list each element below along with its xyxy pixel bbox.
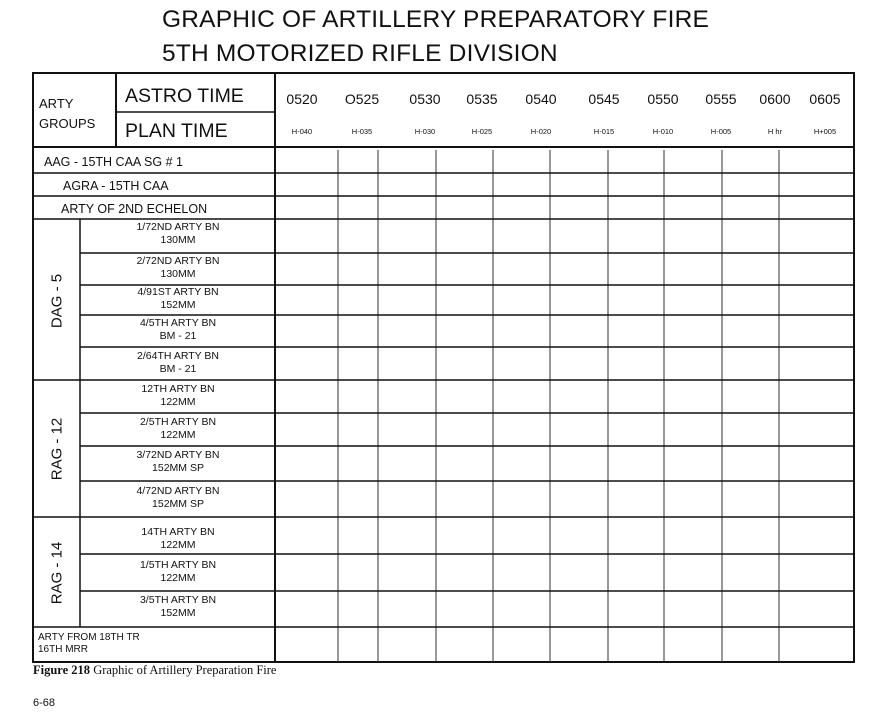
plan-time-cell: H-010 bbox=[652, 127, 674, 136]
astro-time-cell: 0555 bbox=[705, 91, 737, 107]
plan-time-cell: H-040 bbox=[291, 127, 313, 136]
astro-time-cell: O525 bbox=[344, 91, 380, 107]
plan-time-label: PLAN TIME bbox=[125, 120, 228, 142]
page-subtitle: 5TH MOTORIZED RIFLE DIVISION bbox=[162, 40, 558, 67]
plan-time-cell: H-025 bbox=[471, 127, 493, 136]
unit-row: 3/72ND ARTY BN 152MM SP bbox=[136, 449, 220, 474]
unit-row: 2/64TH ARTY BN BM - 21 bbox=[137, 350, 219, 375]
unit-row: 4/72ND ARTY BN 152MM SP bbox=[136, 485, 220, 510]
unit-row: 14TH ARTY BN 122MM bbox=[141, 526, 215, 551]
unit-row: 3/5TH ARTY BN 152MM bbox=[139, 594, 217, 619]
plan-time-cell: H-015 bbox=[593, 127, 615, 136]
arty-groups-header bbox=[33, 73, 117, 147]
row-agra: AGRA - 15TH CAA bbox=[63, 179, 169, 193]
astro-time-cell: 0600 bbox=[759, 91, 791, 107]
astro-time-label: ASTRO TIME bbox=[125, 85, 244, 107]
arty-groups-label-line2: GROUPS bbox=[39, 116, 96, 131]
group-label-rag-14: RAG - 14 bbox=[48, 541, 66, 605]
row-aag: AAG - 15TH CAA SG # 1 bbox=[44, 155, 183, 169]
unit-row: 2/72ND ARTY BN 130MM bbox=[136, 255, 220, 280]
unit-row: 1/5TH ARTY BN 122MM bbox=[139, 559, 217, 584]
astro-time-cell: 0535 bbox=[466, 91, 498, 107]
unit-row: 12TH ARTY BN 122MM bbox=[141, 383, 215, 408]
plan-time-cell: H-035 bbox=[351, 127, 373, 136]
group-label-rag-12: RAG - 12 bbox=[48, 417, 66, 481]
astro-time-cell: 0520 bbox=[286, 91, 318, 107]
figure-caption-text: Graphic of Artillery Preparation Fire bbox=[93, 663, 277, 677]
figure-number: Figure 218 bbox=[33, 663, 91, 677]
astro-time-cell: 0530 bbox=[409, 91, 441, 107]
unit-row: 4/91ST ARTY BN 152MM bbox=[137, 286, 219, 311]
astro-time-cell: 0545 bbox=[588, 91, 620, 107]
unit-row: 1/72ND ARTY BN 130MM bbox=[136, 221, 220, 246]
astro-time-cell: 0540 bbox=[525, 91, 557, 107]
plan-time-cell: H+005 bbox=[813, 127, 837, 136]
astro-time-cell: 0550 bbox=[647, 91, 679, 107]
figure-caption bbox=[33, 663, 276, 678]
arty-groups-label-line1: ARTY bbox=[39, 96, 74, 111]
plan-time-cell: H-020 bbox=[530, 127, 552, 136]
row-arty-2nd-echelon: ARTY OF 2ND ECHELON bbox=[61, 202, 208, 216]
group-label-dag-5: DAG - 5 bbox=[48, 273, 66, 329]
plan-time-cell: H-005 bbox=[710, 127, 732, 136]
plan-time-cell: H hr bbox=[767, 127, 783, 136]
astro-time-cell: 0605 bbox=[809, 91, 841, 107]
unit-row: 2/5TH ARTY BN 122MM bbox=[139, 416, 217, 441]
time-grid bbox=[338, 150, 779, 662]
page-title: GRAPHIC OF ARTILLERY PREPARATORY FIRE bbox=[162, 6, 710, 33]
plan-time-cell: H-030 bbox=[414, 127, 436, 136]
unit-row: 4/5TH ARTY BN BM - 21 bbox=[139, 317, 217, 342]
row-arty-18th-tr: ARTY FROM 18TH TR 16TH MRR bbox=[38, 632, 140, 655]
page-number: 6-68 bbox=[33, 697, 56, 709]
